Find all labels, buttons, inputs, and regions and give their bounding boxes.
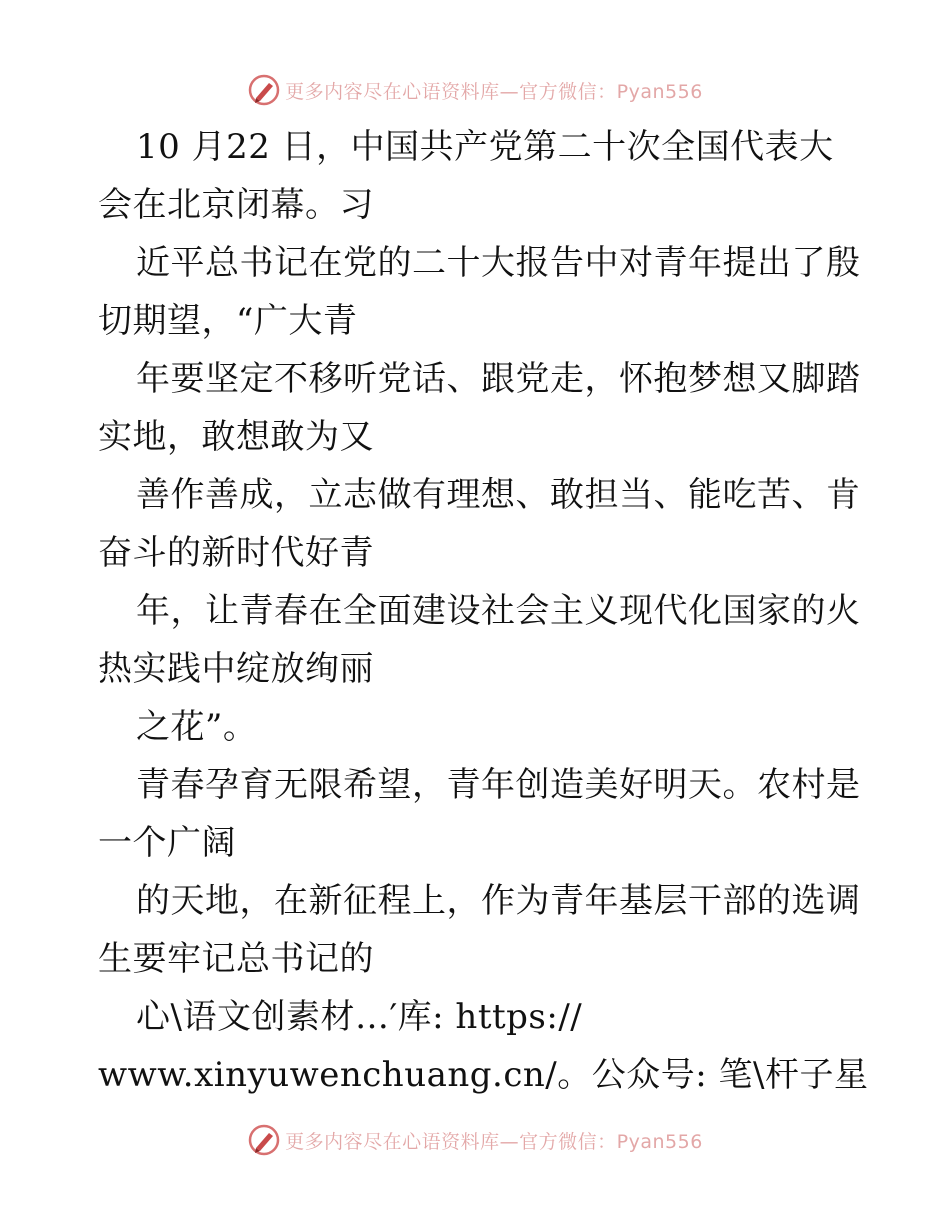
paragraph-line: 年要坚定不移听党话、跟党走，怀抱梦想又脚踏 xyxy=(136,359,861,399)
paragraph-line: 切期望，“广大青 xyxy=(98,301,358,341)
paragraph-line: 10 月22 日，中国共产党第二十次全国代表大 xyxy=(136,127,834,167)
pen-logo-icon xyxy=(247,1123,281,1157)
paragraph-line: 实地，敢想敢为又 xyxy=(98,417,374,457)
paragraph-line: 近平总书记在党的二十大报告中对青年提出了殷 xyxy=(136,243,861,283)
footer-banner xyxy=(0,1120,950,1160)
header-banner xyxy=(0,70,950,110)
paragraph-line: 生要牢记总书记的 xyxy=(98,939,374,979)
paragraph-line: www.xinyuwenchuang.cn/。公众号: 笔\杆子星 xyxy=(98,1055,869,1095)
paragraph-line: 的天地，在新征程上，作为青年基层干部的选调 xyxy=(136,881,861,921)
document-body xyxy=(98,118,869,1104)
banner-text: 更多内容尽在心语资料库—官方微信：Pyan556 xyxy=(285,80,703,103)
paragraph-line: 青春孕育无限希望，青年创造美好明天。农村是 xyxy=(136,765,861,805)
paragraph-line: 心\语文创素材…′库: https:// xyxy=(136,997,583,1037)
paragraph-line: 奋斗的新时代好青 xyxy=(98,533,374,573)
paragraph-line: 之花”。 xyxy=(136,707,258,747)
paragraph-line: 年，让青春在全面建设社会主义现代化国家的火 xyxy=(136,591,861,631)
pen-logo-icon xyxy=(247,73,281,107)
paragraph-line: 善作善成，立志做有理想、敢担当、能吃苦、肯 xyxy=(136,475,861,515)
banner-text: 更多内容尽在心语资料库—官方微信：Pyan556 xyxy=(285,1130,703,1153)
paragraph-line: 一个广阔 xyxy=(98,823,236,863)
paragraph-line: 热实践中绽放绚丽 xyxy=(98,649,374,689)
paragraph-line: 会在北京闭幕。习 xyxy=(98,185,374,225)
